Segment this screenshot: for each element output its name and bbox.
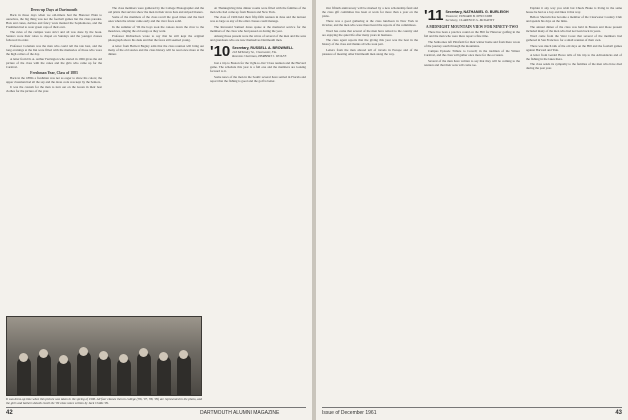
paragraph: Back in those days when we old-timers had the Hanover Plain to ourselves, the big thing was not the football games but the class parades. Hats and canes, derbies and fancy vests marked the Sophomores, and the Freshmen had to wear green caps of their own. bbox=[6, 12, 102, 29]
paragraph: The class sends its sympathy to the families of the men who have died during the past year. bbox=[526, 62, 622, 71]
paragraph: Just a trip to Boston for the 'right-to-live' Class reunion and the Harvard game. The schedule this year is a full one and the members are looking forward to it. bbox=[210, 61, 306, 74]
paragraph: The annual dinner of the class was held in Boston and those present included many of the men who had not been back in years. bbox=[526, 24, 622, 33]
class-chairman-line: Reunion Chairman, HERBERT J. WOLFE bbox=[232, 54, 287, 59]
paragraph: The class agent reports that the giving this year was the best in the history of the class and thanks all who took part. bbox=[322, 38, 418, 47]
photo-caption: It was dress-up time when this picture was taken in the spring of 1906. All four classes then in college ('06, '07, '08, '09) are represented in the photo, and the girls and bathers details recall the '09 class notes written by Jack Childs '09. bbox=[6, 397, 202, 405]
paragraph: There has been a practice round on the Hill for Hanover golfing in the fall and the men who were there report a fine time. bbox=[424, 30, 520, 39]
page-number: 43 bbox=[615, 410, 622, 416]
paragraph: A letter from Gerald Howe tells of his trip to the Adirondacks and of the fishing in the lakes there. bbox=[526, 52, 622, 61]
paragraph: A letter from Dr. A. Arthur Farrington who started in 1906 gives the old picture of the class with the canes and the girls who came up for the Carnival. bbox=[6, 57, 102, 70]
class-header bbox=[210, 44, 306, 59]
right-column-2 bbox=[424, 6, 520, 396]
class-treasurer-line: Treasurer, EDWARD B. NEWCOMB bbox=[445, 14, 492, 19]
paragraph: Our fiftieth anniversary will be marked by a new scholarship fund and the class gift committee has been at work for more than a year on the plans. bbox=[322, 6, 418, 18]
class-header bbox=[424, 8, 520, 23]
class-group-photo bbox=[6, 316, 202, 396]
paragraph: Letters from the men abroad tell of travels in Europe and of the pleasure of meeting other Dartmouth men along the way. bbox=[322, 47, 418, 56]
page-number: 42 bbox=[6, 410, 13, 416]
paragraph: Word came from the West Coast that several of the members had gathered in San Francisco for a small reunion of their own. bbox=[526, 34, 622, 43]
class-year-number: '11 bbox=[424, 8, 444, 23]
paragraph: In the summer of '06 the boys took the canoes down the river to the meadows, singing the old songs as they went. bbox=[108, 24, 204, 33]
paragraph: Explain it any way you wish but Chuck Blake is living in the same house he had as a boy and likes it that way. bbox=[526, 6, 622, 14]
paragraph: The rules of the campus were strict and all was done by the book. Seniors wore their robes to chapel on Sundays and the younger classes followed in order. bbox=[6, 30, 102, 43]
class-address-line: 216 McKinley St., Clearwater, Fla. bbox=[232, 50, 277, 55]
left-page bbox=[0, 0, 312, 420]
class-secretary-line-2: Secretary, CLARENCE G. McDAVITT bbox=[445, 18, 495, 23]
paragraph: Several of the men have written to say that they will be coming to the reunion and that their sons will come too. bbox=[424, 58, 520, 67]
paragraph: The class members were gathered by the College Photographer and the old prints that survive show the men in their straw hats and striped blazers. bbox=[108, 6, 204, 14]
paragraph: A letter from Herbert Bagley adds that the class reunion will bring out many of the old stories and the class history will be read once more at the dinner. bbox=[108, 43, 204, 56]
section-heading: Dress-up Days at Dartmouth bbox=[30, 7, 78, 12]
class-secretary-line: Secretary, NATHANIEL G. BURLEIGH bbox=[445, 10, 509, 14]
paragraph: Professor Coleman was the man who could tell the tale best, and the long evenings at the Inn were filled with the memories of those who wore the high collars of the day. bbox=[6, 43, 102, 56]
section-subheading: A MIDNIGHT MOUNTAIN VIEW FOR NINETY-TWO bbox=[425, 25, 519, 29]
paragraph: Among those present were the wives of several of the men and the sons and grandsons who are now themselves Dartmouth men. bbox=[210, 34, 306, 43]
paragraph: Bellow Sherwin has become a member of the Clearwater Country Club and spends his days on the links. bbox=[526, 15, 622, 24]
footer-rule bbox=[6, 407, 306, 408]
paragraph: Professor Richardson wrote to say that he still kept the original photograph above his desk and that the faces still seemed young. bbox=[108, 34, 204, 43]
paragraph: Some news of the men in the South: several have settled in Florida and report that the fishing is good and the golf is better. bbox=[210, 74, 306, 83]
right-column-3 bbox=[526, 6, 622, 396]
left-column-1 bbox=[6, 6, 102, 312]
class-secretary-line: Secretary, RUSSELL A. BROWNELL bbox=[232, 46, 294, 51]
paragraph: There was a good gathering at the class luncheon in New York in October, and the men who were there heard the reports of the committees. bbox=[322, 19, 418, 28]
paragraph: There was much talk of the old days on the Hill and the football games against Harvard and Yale. bbox=[526, 43, 622, 52]
paragraph: Back in the 1880s a freshman was not as eager to show his colors; the upper classmen had all the say and the dress code was kept by the Seniors. bbox=[6, 75, 102, 84]
right-footer-date bbox=[322, 410, 376, 416]
left-footer-title bbox=[200, 410, 279, 416]
class-year-number: '10 bbox=[210, 44, 231, 60]
paragraph: Campus Episode Tribute to Cowell; in the tradition of the Winter Carnival, and the class will gather once more for the occasion. bbox=[424, 49, 520, 58]
paragraph: The Reverend Samuel Jones spoke at the memorial service for the members of the class who had passed on during the year. bbox=[210, 24, 306, 33]
paragraph: Word has come that several of the men have retired to the country and are enjoying the quiet life after many years in business. bbox=[322, 28, 418, 37]
paragraph: The Sanbornes left Pittsfield for their winter home and from there wrote of the journey south through the mountains. bbox=[424, 39, 520, 48]
issue-date: Issue of December 1961 bbox=[322, 410, 377, 416]
magazine-title: DARTMOUTH ALUMNI MAGAZINE bbox=[200, 410, 280, 416]
paragraph: Some of the members of the class recall the good times and the hard ones when the winter came early and the river froze solid. bbox=[108, 15, 204, 24]
paragraph: At Thanksgiving time dinner rooms were filled with the families of the men who had come up from Boston and New York. bbox=[210, 6, 306, 14]
footer-rule bbox=[322, 407, 622, 408]
paragraph: The class of 1906 held their fifty-fifth reunion in June and the turnout was as large as any of the older classes could manage. bbox=[210, 15, 306, 24]
left-column-3 bbox=[210, 6, 306, 396]
right-footer bbox=[615, 410, 622, 416]
section-subheading: Freshman Year, Class of 1883 bbox=[30, 70, 78, 75]
right-page bbox=[316, 0, 628, 420]
left-column-2 bbox=[108, 6, 204, 312]
left-footer bbox=[6, 410, 13, 416]
paragraph: It was the custom for the men to turn out on the Green in their best clothes for the picture of the year. bbox=[6, 85, 102, 94]
right-column-1 bbox=[322, 6, 418, 396]
